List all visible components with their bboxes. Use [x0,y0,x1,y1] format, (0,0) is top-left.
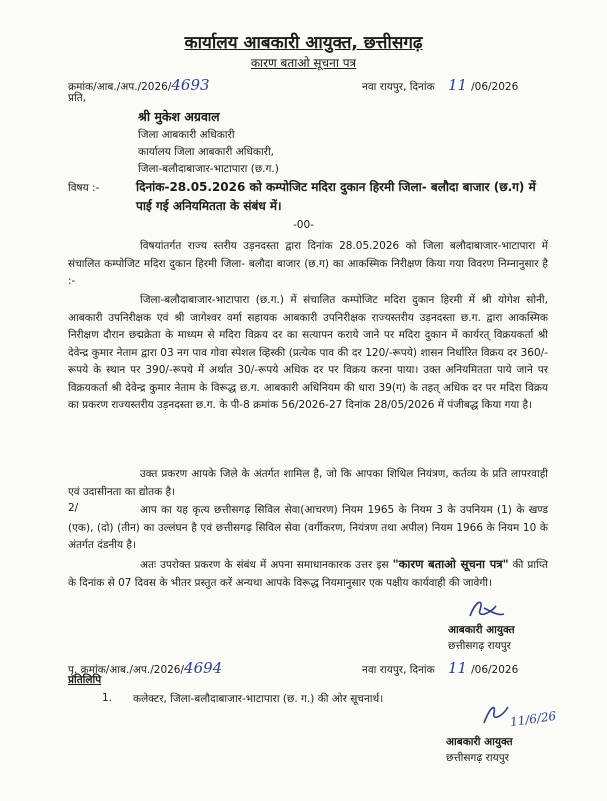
copy-item-number: 1. [102,692,113,704]
paragraph-4-number: 2/ [68,502,79,514]
paragraph-1: विषयांतर्गत राज्य स्तरीय उड़नदस्ता द्वारा दिनांक 28.05.2026 को जिला बलौदाबाजार-भाटापारा में संचालित कम्पोजिट मदिरा दुकान हिरमी जिला- बलौदा बाजार (छ.ग) का आकस्मिक निरीक्षण किया गया विवरण निम्नानुसार है :- [68,240,548,287]
endorsement-date-day: 11 [448,659,468,677]
recipient-line-2: कार्यालय जिला आबकारी अधिकारी, [138,146,275,158]
recipient-name: श्री मुकेश अग्रवाल [138,109,220,124]
subject-label: विषय :- [68,182,100,194]
endorsement-date [362,659,518,677]
signatory-designation: आबकारी आयुक्त [448,624,515,636]
prati-label: प्रति, [68,92,87,104]
signature-scribble [462,596,508,622]
signatory-location: छत्तीसगढ़ रायपुर [448,640,511,652]
paragraph-2: जिला-बलौदाबाजार-भाटापारा (छ.ग.) में संचालित कम्पोजिट मदिरा दुकान हिरमी में श्री योगेश सोनी, आबकारी उपनिरीक्षक एवं श्री जागेश्वर वर्मा सहायक आबकारी उपनिरीक्षक राज्यस्तरीय उड़नदस्ता छ.ग. द्वारा आकस्मिक निरीक्षण दौरान छद्मक्रेता के माध्यम से मदिरा विक्रय दर का सत्यापन कराये जाने पर मदिरा दुकान में कार्यरत् विक्रयकर्ता श्री देवेन्द्र कुमार नेताम द्वारा 03 नग पाव गोवा स्पेशल व्हिस्की (प्रत्येक पाव की दर 120/-रूपये) शासन निर्धारित विक्रय दर 360/-रूपये के स्थान पर 390/-रूपये में अर्थात 30/-रूपये अधिक दर पर विक्रय करना पाया। उक्त अनियमितता पाये जाने पर विक्रयकर्ता श्री देवेन्द्र कुमार नेताम के विरूद्ध छ.ग. आबकारी अधिनियम की धारा 39(ग) के तहत् अधिक दर पर मदिरा विक्रय का प्रकरण राज्यस्तरीय उड़नदस्ता छ.ग. के पी-8 क्रमांक 56/2026-27 दिनांक 28/05/2026 में पंजीबद्ध किया गया है। [68,294,548,411]
signatory-location-2: छत्तीसगढ़ रायपुर [446,752,509,764]
paragraph-5-lead: अतः उपरोक्त प्रकरण के संबंध में अपना समाधानकारक उत्तर इस [140,559,389,571]
endorsement-place-date: नवा रायपुर, दिनांक [362,664,435,676]
paragraph-5 [68,556,548,592]
paragraph-5-tail: की प्राप्ति के दिनांक से 07 दिवस के भीतर प्रस्तुत करें अन्यथा आपके विरूद्ध नियमानुसार एक पक्षीय कार्यवाही की जावेगी। [68,559,548,589]
endorsement-label: पृ. क्रमांक/आब./अप./2026/ [68,664,185,676]
handwritten-date: 11/6/26 [509,708,558,730]
date-month-year: /06/2026 [471,81,519,93]
reference-number [68,76,210,94]
endorsement-date-rest: /06/2026 [471,664,519,676]
copy-item-text: कलेक्टर, जिला-बलौदाबाजार-भाटापारा (छ. ग.) की ओर सूचनार्थ। [133,693,384,705]
notice-title: कारण बताओ सूचना पत्र [250,56,357,70]
signatory-designation-2: आबकारी आयुक्त [446,736,513,748]
signature-scribble-2 [480,701,512,727]
place-date-label: नवा रायपुर, दिनांक [362,81,435,93]
reference-label: क्रमांक/आब./अप./2026/ [68,81,172,93]
paragraph-4: आप का यह कृत्य छत्तीसगढ़ सिविल सेवा(आचरण) नियम 1965 के नियम 3 के उपनियम (1) के खण्ड (एक), (दो) (तीन) का उल्लंघन है एवं छत्तीसगढ़ सिविल सेवा (वर्गीकरण, नियंत्रण तथा अपील) नियम 1966 के नियम 10 के अंतर्गत दंडनीय है। [68,504,548,551]
notice-reference-bold: "कारण बताओ सूचना पत्र" [392,557,509,571]
paragraph-3: उक्त प्रकरण आपके जिले के अंतर्गत शामिल है, जो कि आपका शिथिल नियंत्रण, कर्तव्य के प्रति लापरवाही एवं उदासीनता का द्योतक है। [68,468,548,498]
divider: -00- [293,219,314,231]
copy-heading: प्रतिलिपि [68,674,102,686]
office-title: कार्यालय आबकारी आयुक्त, छत्तीसगढ़ [184,33,423,53]
recipient-line-3: जिला-बलौदाबाजार-भाटापारा (छ.ग.) [138,163,279,175]
recipient-line-1: जिला आबकारी अधिकारी [138,129,235,141]
date-day-handwritten: 11 [448,76,468,94]
subject-text: दिनांक-28.05.2026 को कम्पोजिट मदिरा दुकान हिरमी जिला- बलौदा बाजार (छ.ग) में पाई गई अनियमितता के संबंध में। [136,180,536,213]
reference-handwritten-number: 4693 [171,76,210,94]
reference-date [362,76,518,94]
endorsement-handwritten-number: 4694 [184,659,223,677]
